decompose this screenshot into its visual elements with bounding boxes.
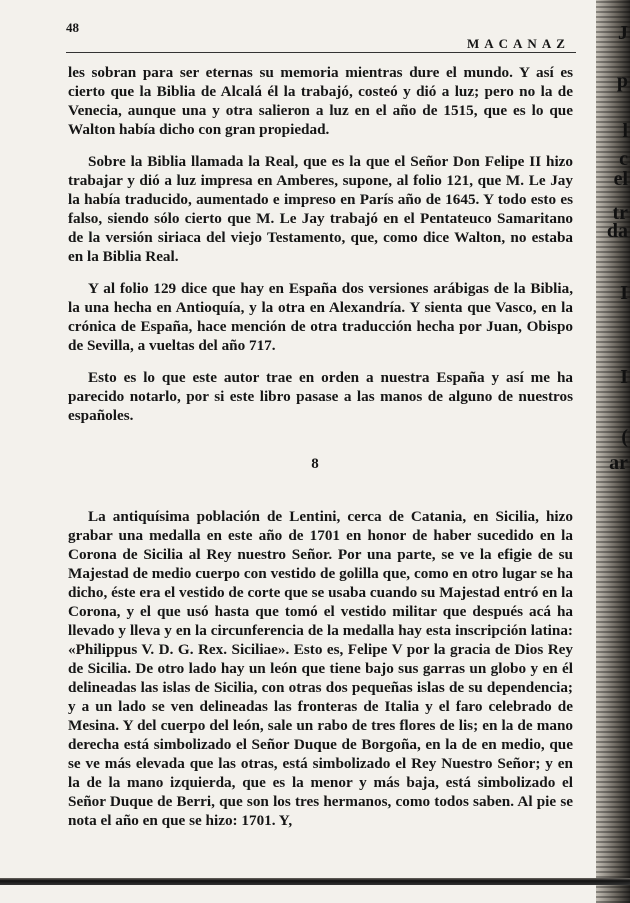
paragraph-2: Sobre la Biblia llamada la Real, que es la que el Señor Don Felipe II hizo trabajar y dió a luz impresa en Amberes, supone, al folio 121, que M. Le Jay la había traducido, aumentado e impreso en París año de 1645. Y todo esto es falso, siendo sólo cierto que M. Le Jay trabajó en el Pentateuco Samaritano de la versión siriaca del viejo Testamento, que, como dice Walton, no estaba en la Biblia Real. <box>68 153 573 265</box>
paragraph-5: La antiquísima población de Lentini, cerca de Catania, en Sicilia, hizo grabar una medalla en este año de 1701 en honor de haber sucedido en la Corona de Sicilia al Rey nuestro Señor. Por una parte, se ve la efigie de su Majestad de medio cuerpo con vestido de golilla que, como en otro lugar se ha dicho, éste era el vestido de corte que se usaba cuando su Majestad entró en la Corona, y el que usó hasta que tomó el vestido militar que después acá ha llevado y lleva y en la circunferencia de la medalla hay esta inscripción latina: «Philippus V. D. G. Rex. Siciliae». Esto es, Felipe V por la gracia de Dios Rey de Sicilia. De otro lado hay un león que tiene bajo sus garras un globo y en él delineadas las islas de Sicilia, con otras dos pequeñas islas de su dependencia; y a un lado se ven delineadas las fronteras de Italia y el faro celebrado de Mesina. Y del cuerpo del león, sale un rabo de tres flores de lis; en la de mano derecha está simbolizado el Señor Duque de Borgoña, en la de en medio, que se ve más elevada que las otras, está simbolizado el Rey Nuestro Señor; y en la de la mano izquierda, que es la menor y más baja, está simbolizado el Señor Duque de Berri, que son los tres hermanos, como todos saben. Al pie se nota el año en que se hizo: 1701. Y, <box>68 508 573 829</box>
gutter-letter: J <box>618 22 628 44</box>
gutter-letter: ( <box>621 426 628 448</box>
gutter-letter: I <box>620 282 628 304</box>
gutter-letter: el <box>613 168 628 190</box>
gutter-letter: ar <box>609 452 628 474</box>
gutter-letter: p <box>616 70 628 92</box>
gutter-letter: l <box>622 120 628 142</box>
page-number: 48 <box>66 20 79 35</box>
gutter-letter: I <box>620 366 628 388</box>
paragraph-3: Y al folio 129 dice que hay en España dos versiones arábigas de la Biblia, la una hecha en Antioquía, y la otra en Alexandría. Y sienta que Vasco, en la crónica de España, hace mención de otra traducción hecha por Juan, Obispo de Sevilla, a vueltas del año 717. <box>68 280 573 354</box>
section-number: 8 <box>311 456 319 472</box>
paragraph-4: Esto es lo que este autor trae en orden a nuestra España y así me ha parecido notarlo, por si este libro pasase a las manos de alguno de nuestros españoles. <box>68 369 573 424</box>
paragraph-1: les sobran para ser eternas su memoria mientras dure el mundo. Y así es cierto que la Biblia de Alcalá él la trabajó, costeó y dió a luz; pero no la de Venecia, aunque una y otra salieron a luz en el año de 1515, que es lo que Walton había dicho con gran propiedad. <box>68 64 573 138</box>
gutter-letter: da <box>606 220 628 242</box>
lower-text-block <box>68 507 573 843</box>
upper-text-block <box>68 63 573 438</box>
bottom-scan-edge <box>0 878 630 885</box>
gutter-letter: tr <box>612 202 628 224</box>
running-title: MACANAZ <box>467 36 570 51</box>
header-rule <box>66 52 576 53</box>
facing-page-gutter <box>596 0 630 903</box>
gutter-letter: c <box>619 148 628 170</box>
